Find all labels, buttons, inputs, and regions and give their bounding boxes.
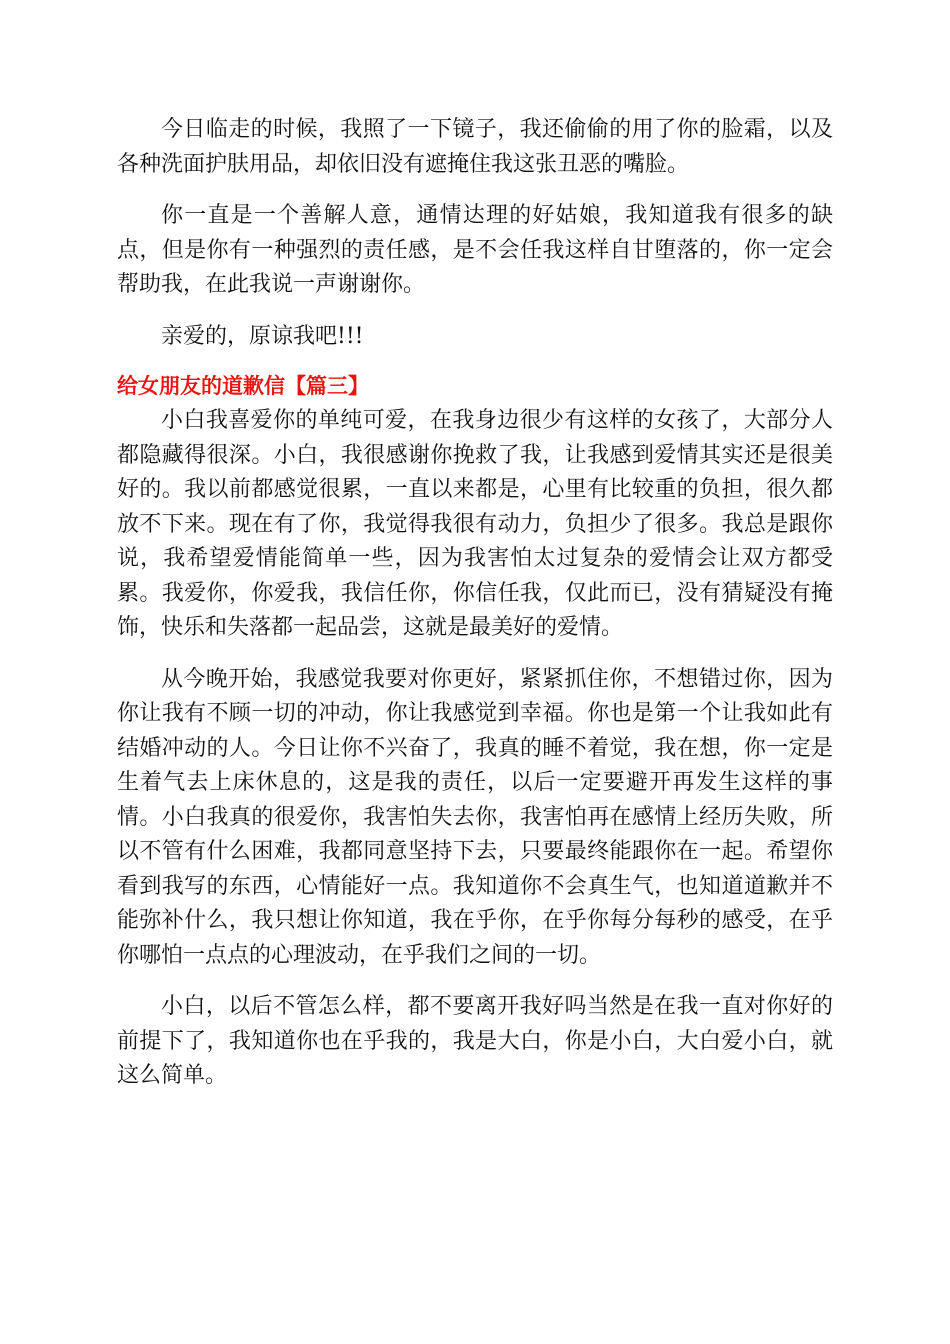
paragraph-kind-girl: 你一直是一个善解人意，通情达理的好姑娘，我知道我有很多的缺点，但是你有一种强烈的责任感，是不会任我这样自甘堕落的，你一定会帮助我，在此我说一声谢谢你。	[117, 203, 833, 297]
document-page	[117, 113, 833, 1111]
paragraph-xiaobai-love: 小白我喜爱你的单纯可爱，在我身边很少有这样的女孩了，大部分人都隐藏得很深。小白，我很感谢你挽救了我，让我感到爱情其实还是很美好的。我以前都感觉很累，一直以来都是，心里有比较重的负担，很久都放不下来。现在有了你，我觉得我很有动力，负担少了很多。我总是跟你说，我希望爱情能简单一些，因为我害怕太过复杂的爱情会让双方都受累。我爱你，你爱我，我信任你，你信任我，仅此而已，没有猜疑没有掩饰，快乐和失落都一起品尝，这就是最美好的爱情。	[117, 408, 833, 640]
paragraph-from-tonight: 从今晚开始，我感觉我要对你更好，紧紧抓住你，不想错过你，因为你让我有不顾一切的冲动，你让我感觉到幸福。你也是第一个让我如此有结婚冲动的人。今日让你不兴奋了，我真的睡不着觉，我在想，你一定是生着气去上床休息的，这是我的责任，以后一定要避开再发生这样的事情。小白我真的很爱你，我害怕失去你，我害怕再在感情上经历失败，所以不管有什么困难，我都同意坚持下去，只要最终能跟你在一起。希望你看到我写的东西，心情能好一点。我知道你不会真生气，也知道道歉并不能弥补什么，我只想让你知道，我在乎你，在乎你每分每秒的感受，在乎你哪怕一点点的心理波动，在乎我们之间的一切。	[117, 666, 833, 968]
paragraph-dabai-xiaobai: 小白，以后不管怎么样，都不要离开我好吗当然是在我一直对你好的前提下了，我知道你也在乎我的，我是大白，你是小白，大白爱小白，就这么简单。	[117, 994, 833, 1088]
paragraph-forgive-me: 亲爱的，原谅我吧!!!	[161, 323, 364, 349]
paragraph-mirror-face: 今日临走的时候，我照了一下镜子，我还偷偷的用了你的脸霜，以及各种洗面护肤用品，却依旧没有遮掩住我这张丑恶的嘴脸。	[117, 117, 833, 177]
section-heading: 给女朋友的道歉信【篇三】	[117, 374, 369, 398]
